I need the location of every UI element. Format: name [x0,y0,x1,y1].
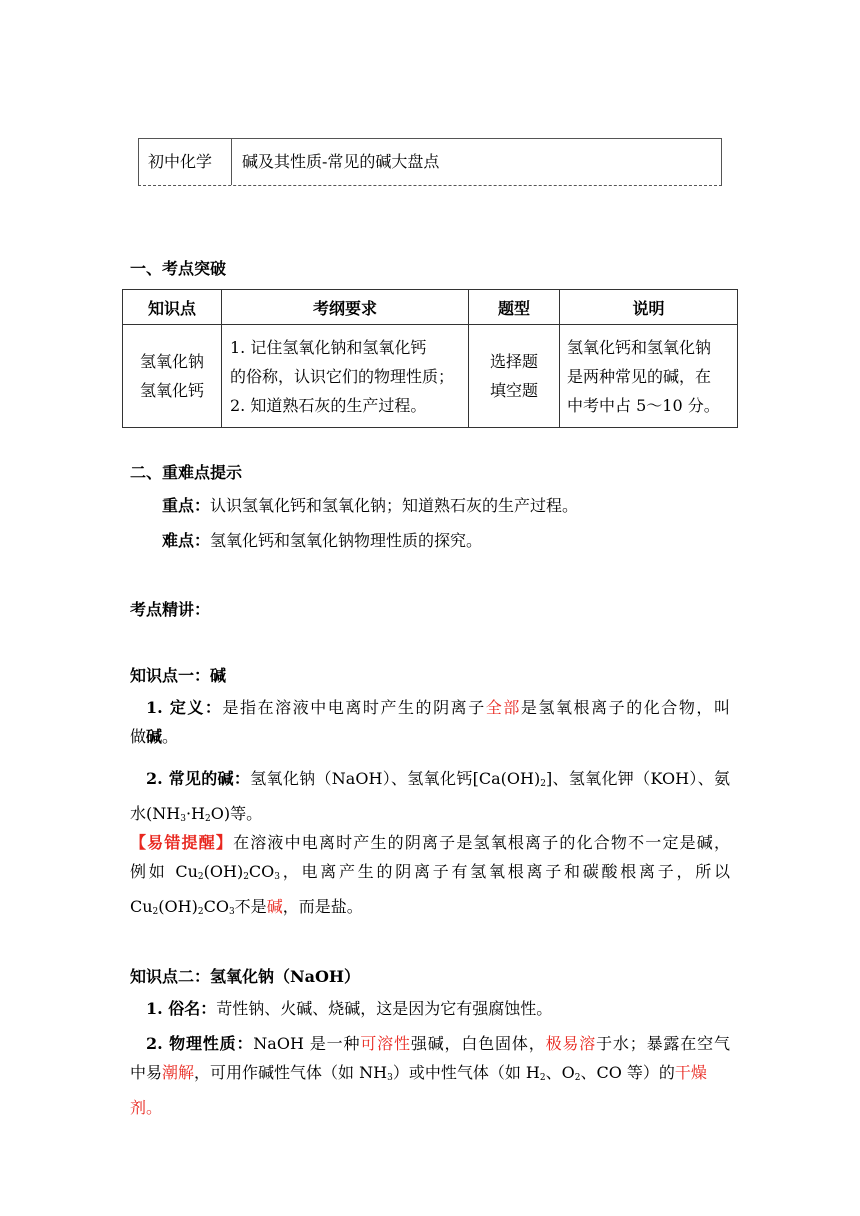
text-line [130,764,730,799]
text-span: 。 [162,727,179,746]
text-span: 、O [545,1063,575,1082]
knowledge-line: 氢氧化钠 [139,352,204,371]
text-span: (OH) [158,897,198,916]
text-span: Cu [130,897,153,916]
text-span: CO [203,897,229,916]
requirement-line: 2. 知道熟石灰的生产过程。 [230,395,427,415]
key-point [162,493,578,516]
text-span: 不是 [234,897,267,916]
kp1-title: 知识点一：碱 [130,666,227,685]
highlight-text: 碱 [266,897,283,916]
key-text: 认识氢氧化钙和氢氧化钠；知道熟石灰的生产过程。 [210,496,579,515]
warning-label: 【易错提醒】 [130,833,234,852]
text-span: 苛性钠、火碱、烧碱，这是因为它有强腐蚀性。 [216,999,553,1018]
highlight-text: 全部 [485,698,521,717]
section1-title: 一、考点突破 [130,259,227,278]
header-box [138,138,722,186]
header-topic: 碱及其性质-常见的碱大盘点 [242,152,440,171]
text-line [130,722,730,751]
text-span: (OH) [203,862,244,881]
subscript: 2 [574,1073,581,1083]
exam-points-table [122,289,738,428]
highlight-text: 潮解 [162,1063,195,1082]
header-subject: 初中化学 [148,152,213,171]
table-header-row [123,290,738,325]
text-span: 是氢氧根离子的化合物，叫 [520,698,730,717]
kp2-common-names [130,994,730,1023]
subscript: 3 [228,907,235,917]
subscript: 3 [180,814,186,824]
common-label: 2. 常见的碱： [146,769,251,788]
table-row [123,325,738,428]
type-line: 选择题 [489,352,538,371]
text-span: 强碱，白色固体， [410,1034,546,1053]
text-span: O)等。 [210,804,263,823]
requirement-line: 的俗称，认识它们的物理性质； [230,366,455,386]
lecture-title: 考点精讲： [130,600,211,619]
text-span: 中易 [130,1063,163,1082]
text-span: ，可用作碱性气体（如 NH [194,1063,388,1082]
highlight-text: 可溶性 [360,1034,411,1053]
th-knowledge: 知识点 [123,290,222,325]
text-span: CO [248,862,275,881]
requirement-line: 1. 记住氢氧化钠和氢氧化钙 [230,337,427,357]
subscript: 2 [197,907,204,917]
kp1-common-bases [130,764,730,834]
knowledge-line: 氢氧化钙 [139,381,204,400]
text-line [130,1058,730,1122]
cell-requirement [222,325,469,428]
highlight-text: 极易溶 [545,1034,597,1053]
text-span: 氢氧化钠（NaOH）、氢氧化钙[Ca(OH) [250,769,541,788]
subscript: 2 [197,872,204,882]
type-line: 填空题 [489,381,538,400]
text-span: NaOH 是一种 [253,1034,361,1053]
subscript: 2 [152,907,159,917]
cell-knowledge [123,325,222,428]
text-span: 在溶液中电离时产生的阴离子是氢氧根离子的化合物不一定是碱， [233,833,730,852]
physical-label: 2. 物理性质： [146,1034,254,1053]
text-line [130,693,730,722]
subscript: 3 [387,1073,393,1083]
text-line [130,857,730,892]
name-label: 1. 俗名： [146,999,217,1018]
text-span: 做 [130,727,147,746]
text-span: ·H [185,804,205,823]
difficult-label: 难点： [162,531,211,550]
text-line [130,828,730,857]
text-span: ，而是盐。 [282,897,363,916]
text-span: ）或中性气体（如 H [392,1063,540,1082]
text-line [130,892,730,927]
note-line: 氢氧化钙和氢氧化钠 [567,337,712,357]
text-line [130,994,730,1023]
difficult-point [162,528,482,551]
text-span: ，电离产生的阴离子有氢氧根离子和碳酸根离子，所以 [280,862,730,881]
kp2-physical-properties [130,1029,730,1122]
th-requirement: 考纲要求 [222,290,469,325]
text-span: 、CO 等）的 [580,1063,675,1082]
text-span: 例如 Cu [130,862,198,881]
text-line [130,1029,730,1058]
text-span: 水(NH [130,804,181,823]
difficult-text: 氢氧化钙和氢氧化钠物理性质的探究。 [210,531,483,550]
text-span: 于水；暴露在空气 [596,1034,730,1053]
kp1-warning [130,828,730,927]
subscript: 2 [540,779,546,789]
th-type: 题型 [469,290,560,325]
section2-title: 二、重难点提示 [130,463,243,482]
key-label: 重点： [162,496,211,515]
th-note: 说明 [560,290,738,325]
note-line: 中考中占 5～10 分。 [567,395,720,415]
definition-label: 1. 定义： [146,698,223,717]
bold-term: 碱 [146,727,163,746]
text-span: ]、氢氧化钾（KOH）、氨 [545,769,730,788]
highlight-text: 干燥剂。 [130,1063,707,1117]
kp2-title: 知识点二：氢氧化钠（NaOH） [130,967,361,986]
cell-type [469,325,560,428]
subscript: 3 [274,872,281,882]
text-span: 是指在溶液中电离时产生的阴离子 [222,698,486,717]
subscript: 2 [243,872,249,882]
kp1-definition [130,693,730,751]
subscript: 2 [539,1073,546,1083]
note-line: 是两种常见的碱，在 [567,366,712,386]
subscript: 2 [204,814,211,824]
cell-note [560,325,738,428]
